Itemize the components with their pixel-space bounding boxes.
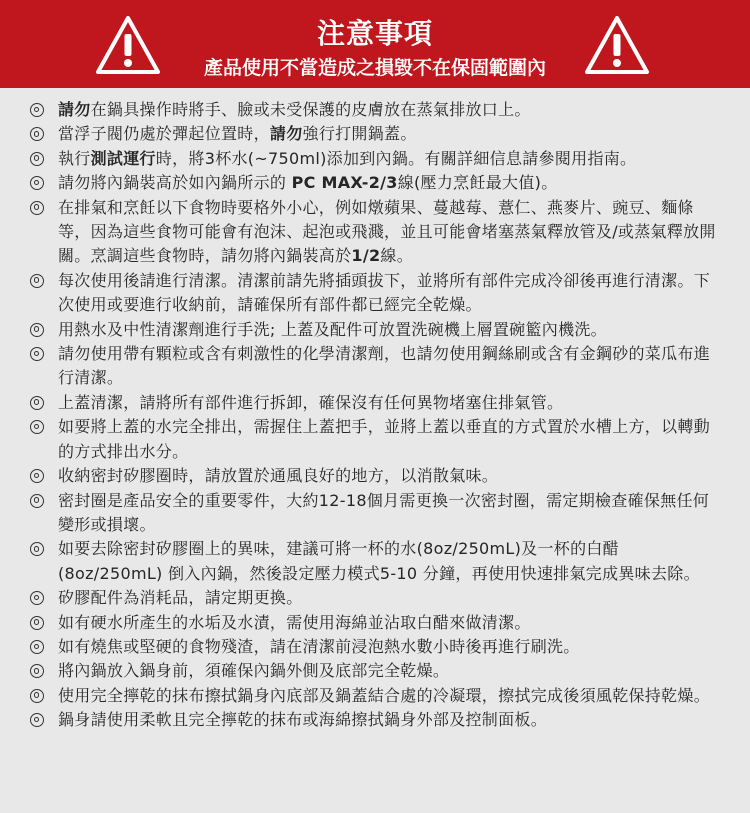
note-item	[36, 464, 720, 488]
note-text: 線。	[380, 246, 414, 266]
note-text: 使用完全擰乾的抹布擦拭鍋身內底部及鍋蓋結合處的冷凝環，擦拭完成後須風乾保持乾燥。	[58, 685, 711, 705]
note-item	[36, 708, 720, 732]
note-text: 強行打開鍋蓋。	[302, 124, 417, 144]
note-item	[36, 489, 720, 538]
note-text: 如要去除密封矽膠圈上的異味，建議可將一杯的水(8oz/250mL)及一杯的白醋(8oz/250mL) 倒入內鍋，然後設定壓力模式5-10 分鐘，再使用快速排氣完成異味去除。	[58, 539, 700, 583]
note-text: 在鍋具操作時將手、臉或未受保護的皮膚放在蒸氣排放口上。	[90, 100, 531, 119]
double-circle-bullet-icon	[30, 274, 44, 288]
double-circle-bullet-icon	[30, 494, 44, 508]
double-circle-bullet-icon	[30, 542, 44, 556]
warning-header	[0, 0, 750, 88]
note-text: 將內鍋放入鍋身前，須確保內鍋外側及底部完全乾燥。	[58, 661, 450, 681]
note-text: 在排氣和烹飪以下食物時要格外小心，例如燉蘋果、蔓越莓、薏仁、燕麥片、豌豆、麵條等，因為這些食物可能會有泡沫、起泡或飛濺，並且可能會堵塞蒸氣釋放管及/或蒸氣釋放開關。烹調這些食物時，請勿將內鍋裝高於	[58, 197, 716, 266]
double-circle-bullet-icon	[30, 347, 44, 361]
note-item	[36, 586, 720, 610]
note-text: 時，將3杯水(~750ml)添加到內鍋。有關詳細信息請參閱用指南。	[155, 148, 637, 168]
double-circle-bullet-icon	[30, 420, 44, 434]
note-text: 如有硬水所產生的水垢及水漬，需使用海綿並沾取白醋來做清潔。	[58, 612, 531, 632]
note-text: 執行	[58, 148, 91, 168]
double-circle-bullet-icon	[30, 664, 44, 678]
note-text: 請勿使用帶有顆粒或含有刺激性的化學清潔劑，也請勿使用鋼絲刷或含有金鋼砂的菜瓜布進行清潔。	[58, 344, 711, 388]
page-subtitle: 產品使用不當造成之損毀不在保固範圍內	[203, 57, 546, 79]
note-text: 每次使用後請進行清潔。清潔前請先將插頭拔下，並將所有部件完成冷卻後再進行清潔。下次使用或要進行收納前，請確保所有部件都已經完全乾燥。	[58, 270, 711, 315]
double-circle-bullet-icon	[30, 469, 44, 483]
double-circle-bullet-icon	[30, 396, 44, 410]
note-item	[36, 147, 720, 171]
note-item	[36, 196, 720, 269]
note-text: 密封圈是產品安全的重要零件，大約12-18個月需更換一次密封圈，需定期檢查確保無任何變形或損壞。	[58, 490, 710, 534]
note-text: 上蓋清潔，請將所有部件進行拆卸，確保沒有任何異物堵塞住排氣管。	[58, 392, 564, 412]
double-circle-bullet-icon	[30, 176, 44, 190]
double-circle-bullet-icon	[30, 689, 44, 703]
note-item	[36, 537, 720, 586]
double-circle-bullet-icon	[30, 103, 44, 117]
note-text: 當浮子閥仍處於彈起位置時，	[58, 124, 270, 144]
emphasis-text: 測試運行	[90, 148, 156, 168]
note-item	[36, 122, 720, 146]
note-item	[36, 98, 720, 122]
double-circle-bullet-icon	[30, 616, 44, 630]
double-circle-bullet-icon	[30, 323, 44, 337]
note-item	[36, 659, 720, 683]
note-text: 鍋身請使用柔軟且完全擰乾的抹布或海綿擦拭鍋身外部及控制面板。	[58, 710, 548, 730]
note-text: 如要將上蓋的水完全排出，需握住上蓋把手，並將上蓋以垂直的方式置於水槽上方，以轉動的方式排出水分。	[58, 417, 711, 461]
note-text: 矽膠配件為消耗品，請定期更換。	[58, 588, 303, 608]
double-circle-bullet-icon	[30, 640, 44, 654]
note-item	[36, 415, 720, 464]
double-circle-bullet-icon	[30, 201, 44, 215]
double-circle-bullet-icon	[30, 591, 44, 605]
note-item	[36, 391, 720, 415]
note-item	[36, 635, 720, 659]
page-title: 注意事項	[316, 17, 433, 50]
note-item	[36, 611, 720, 635]
emphasis-text: 1/2	[351, 246, 381, 266]
note-item	[36, 684, 720, 708]
emphasis-text: PC MAX-2/3	[291, 173, 398, 193]
note-text: 收納密封矽膠圈時，請放置於通風良好的地方，以消散氣味。	[58, 466, 499, 486]
note-item	[36, 171, 720, 195]
note-text: 用熱水及中性清潔劑進行手洗; 上蓋及配件可放置洗碗機上層置碗籃內機洗。	[58, 319, 607, 339]
note-text: 線(壓力烹飪最大值)。	[397, 173, 558, 193]
double-circle-bullet-icon	[30, 152, 44, 166]
emphasis-text: 請勿	[269, 124, 303, 144]
notes-list	[0, 88, 750, 733]
double-circle-bullet-icon	[30, 713, 44, 727]
note-item	[36, 318, 720, 342]
emphasis-text: 請勿	[58, 100, 91, 119]
double-circle-bullet-icon	[30, 127, 44, 141]
note-item	[36, 269, 720, 318]
note-text: 如有燒焦或堅硬的食物殘渣，請在清潔前浸泡熱水數小時後再進行刷洗。	[58, 636, 580, 656]
note-item	[36, 342, 720, 391]
warning-triangle-icon	[584, 14, 650, 76]
note-text: 請勿將內鍋裝高於如內鍋所示的	[58, 173, 292, 193]
